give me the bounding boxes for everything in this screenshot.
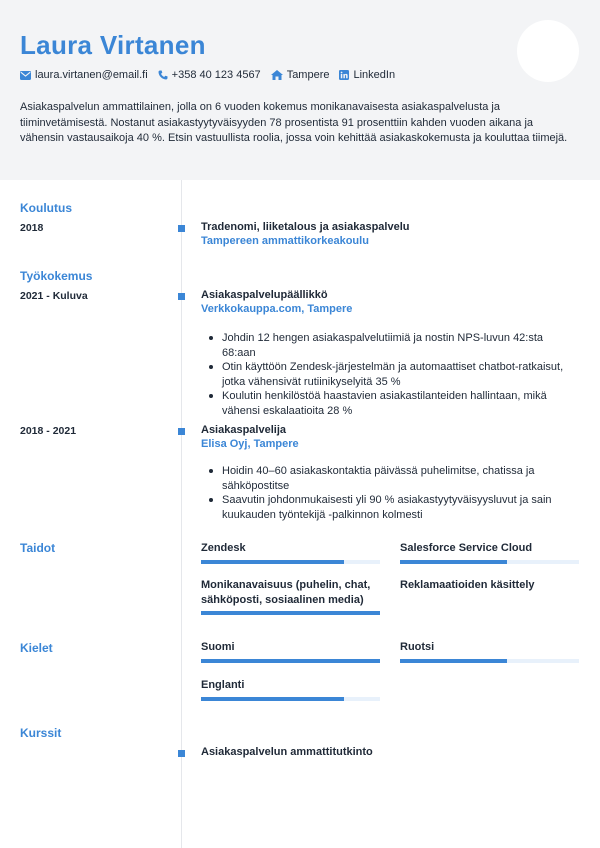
education-school: Tampereen ammattikorkeakoulu — [201, 235, 369, 247]
skill-level-fill — [201, 611, 380, 615]
language-level-track — [201, 697, 380, 701]
skill-level-fill — [201, 560, 344, 564]
phone-contact[interactable] — [158, 69, 261, 81]
language-level-fill — [400, 659, 507, 663]
skill-name: Monikanavaisuus (puhelin, chat, sähköposti, sosiaalinen media) — [201, 579, 371, 606]
profile-summary: Asiakaspalvelun ammattilainen, jolla on 6 vuoden kokemus monikanavaisesta asiakaspalvelusta ja tiiminvetämisestä. Nostanut asiakastyytyväisyyden 78 prosentista 91 prosenttiin kahden vuoden aikana ja vähensin vastausaikoja 40 %. Etsin vastuullista roolia, jossa voin kehittää asiakaskokemusta ja kouluttaa tiimejä. — [20, 101, 568, 144]
list-item: Hoidin 40–60 asiakaskontaktia päivässä puhelimitse, chatissa ja sähköpostitse — [207, 464, 569, 493]
language-level-track — [201, 659, 380, 663]
language-level-track — [400, 659, 579, 663]
language-name: Suomi — [201, 641, 235, 653]
list-item: Koulutin henkilöstöä haastavien asiakastilanteiden hallintaan, mikä vähensi eskalaatioita 28 % — [207, 389, 569, 418]
header — [0, 0, 600, 180]
section-title-courses: Kurssit — [20, 726, 62, 740]
language-name: Englanti — [201, 679, 245, 691]
profile-photo — [517, 20, 579, 82]
skill-name: Reklamaatioiden käsittely — [400, 579, 535, 591]
envelope-icon — [20, 71, 31, 80]
section-title-skills: Taidot — [20, 541, 56, 555]
section-title-experience: Työkokemus — [20, 269, 93, 283]
list-item: Otin käyttöön Zendesk-järjestelmän ja automaattiset chatbot-ratkaisut, jotka vähensivät rutiinikyselyitä 35 % — [207, 360, 569, 389]
language-level-fill — [201, 697, 344, 701]
skill-level-fill — [400, 560, 507, 564]
timeline-dot — [178, 293, 185, 300]
phone-icon — [158, 70, 168, 80]
location-contact — [271, 69, 330, 81]
timeline-dot — [178, 428, 185, 435]
experience-date: 2021 - Kuluva — [20, 290, 88, 302]
section-title-languages: Kielet — [20, 641, 53, 655]
experience-role: Asiakaspalvelija — [201, 424, 287, 436]
skill-level-track — [201, 560, 380, 564]
language-item — [201, 678, 380, 693]
candidate-name: Laura Virtanen — [20, 30, 206, 60]
timeline-dot — [178, 225, 185, 232]
location-text: Tampere — [286, 69, 330, 81]
course-name: Asiakaspalvelun ammattitutkinto — [201, 746, 373, 758]
skill-item — [201, 578, 380, 608]
language-level-fill — [201, 659, 380, 663]
skill-name: Salesforce Service Cloud — [400, 542, 533, 554]
experience-bullets — [207, 464, 569, 522]
linkedin-contact[interactable] — [339, 69, 395, 81]
experience-company: Elisa Oyj, Tampere — [201, 438, 299, 450]
skill-name: Zendesk — [201, 542, 246, 554]
contact-row — [20, 69, 405, 81]
education-degree: Tradenomi, liiketalous ja asiakaspalvelu — [201, 221, 410, 233]
list-item: Saavutin johdonmukaisesti yli 90 % asiakastyytyväisyysluvut ja sain kuukauden työntekijä -palkinnon kolmesti — [207, 493, 569, 522]
skill-level-track — [201, 611, 380, 615]
list-item: Johdin 12 hengen asiakaspalvelutiimiä ja nostin NPS-luvun 42:sta 68:aan — [207, 331, 569, 360]
skill-item — [400, 578, 579, 593]
language-name: Ruotsi — [400, 641, 435, 653]
experience-role: Asiakaspalvelupäällikkö — [201, 289, 328, 301]
experience-company: Verkkokauppa.com, Tampere — [201, 303, 353, 315]
phone-text: +358 40 123 4567 — [171, 69, 261, 81]
language-item — [201, 640, 380, 655]
education-date: 2018 — [20, 222, 44, 234]
skill-item — [201, 541, 380, 556]
email-contact[interactable] — [20, 69, 148, 81]
experience-bullets — [207, 331, 569, 419]
linkedin-icon — [339, 70, 349, 80]
email-text: laura.virtanen@email.fi — [35, 69, 148, 81]
language-item — [400, 640, 579, 655]
skill-item — [400, 541, 579, 556]
linkedin-text: LinkedIn — [353, 69, 396, 81]
home-icon — [271, 70, 283, 80]
timeline-dot — [178, 750, 185, 757]
skill-level-track — [400, 560, 579, 564]
timeline-divider — [181, 180, 182, 848]
experience-date: 2018 - 2021 — [20, 425, 77, 437]
section-title-education: Koulutus — [20, 201, 72, 215]
